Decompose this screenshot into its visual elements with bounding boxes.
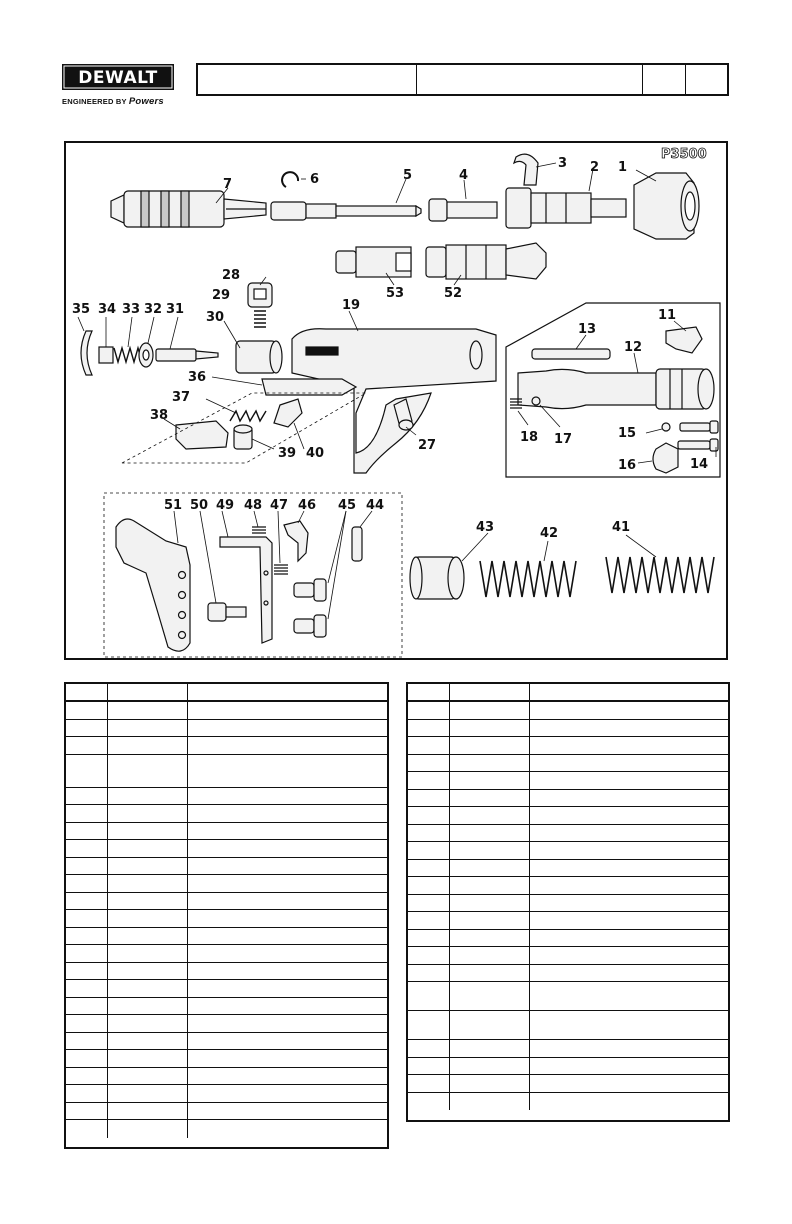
table-row — [408, 720, 728, 738]
table-row — [66, 720, 387, 738]
callout-35: 35 — [72, 302, 91, 317]
part-46 — [284, 521, 308, 561]
dewalt-logo-mark — [62, 64, 174, 90]
part-3 — [514, 154, 538, 185]
table-row — [66, 755, 387, 788]
part-15 — [662, 423, 670, 431]
table-row — [66, 928, 387, 946]
table-row — [66, 980, 387, 998]
table-row — [66, 737, 387, 755]
part-40 — [274, 399, 302, 427]
part-45 — [294, 579, 326, 637]
callout-2: 2 — [590, 160, 600, 175]
table-row — [66, 875, 387, 893]
callout-13: 13 — [578, 322, 597, 337]
table-row — [66, 788, 387, 806]
callout-11: 11 — [658, 308, 677, 323]
table-row — [408, 1040, 728, 1058]
table-row — [408, 825, 728, 843]
callout-32: 32 — [144, 302, 163, 317]
title-block — [196, 63, 729, 96]
svg-text:DEWALT: DEWALT — [78, 68, 158, 88]
part-42 — [480, 561, 576, 597]
exploded-parts-diagram — [64, 141, 728, 660]
part-28 — [248, 283, 272, 307]
table-row — [408, 982, 728, 1011]
tagline-brand: Powers — [128, 96, 164, 107]
part-7 — [111, 191, 266, 227]
callout-51: 51 — [164, 498, 183, 513]
callout-18: 18 — [520, 430, 539, 445]
part-35 — [81, 331, 92, 375]
callout-38: 38 — [150, 408, 169, 423]
title-field-3 — [643, 65, 686, 94]
table-row — [66, 1085, 387, 1103]
table-row — [66, 1103, 387, 1121]
table-header-row — [408, 684, 728, 702]
part-51 — [116, 519, 190, 651]
table-row — [408, 772, 728, 790]
parts-table-left — [64, 682, 389, 1149]
table-row — [408, 790, 728, 808]
callout-15: 15 — [618, 426, 637, 441]
table-row — [66, 702, 387, 720]
callout-43: 43 — [476, 520, 495, 535]
logo-tagline — [62, 96, 182, 107]
callout-1: 1 — [618, 160, 628, 175]
table-row — [408, 842, 728, 860]
table-row — [66, 1033, 387, 1051]
callout-48: 48 — [244, 498, 263, 513]
parts-table-right — [406, 682, 730, 1122]
table-row — [408, 895, 728, 913]
callout-33: 33 — [122, 302, 141, 317]
callout-19: 19 — [342, 298, 361, 313]
part-39 — [234, 425, 252, 449]
callout-47: 47 — [270, 498, 289, 513]
table-row — [408, 807, 728, 825]
part-32 — [139, 343, 153, 367]
title-field-4 — [686, 65, 727, 94]
table-row — [408, 877, 728, 895]
part-29 — [254, 311, 266, 327]
callout-36: 36 — [188, 370, 207, 385]
table-row — [408, 912, 728, 930]
callout-5: 5 — [403, 168, 413, 183]
table-row — [66, 1050, 387, 1068]
table-row — [408, 702, 728, 720]
callout-40: 40 — [306, 446, 325, 461]
callout-14: 14 — [690, 457, 709, 472]
part-4 — [429, 199, 497, 221]
table-row — [66, 1068, 387, 1086]
callout-50: 50 — [190, 498, 209, 513]
part-13 — [532, 349, 610, 359]
callout-29: 29 — [212, 288, 231, 303]
table-row — [408, 1011, 728, 1040]
part-47 — [274, 565, 288, 574]
callout-31: 31 — [166, 302, 185, 317]
table-row — [408, 737, 728, 755]
table-row — [66, 963, 387, 981]
model-label: P3500 — [661, 147, 707, 162]
callout-44: 44 — [366, 498, 385, 513]
part-50 — [208, 603, 246, 621]
part-53 — [336, 247, 411, 277]
callout-27: 27 — [418, 438, 437, 453]
callout-49: 49 — [216, 498, 235, 513]
table-row — [66, 823, 387, 841]
diagram-drawing — [66, 143, 728, 660]
part-5 — [271, 202, 421, 220]
part-1 — [634, 173, 699, 239]
table-row — [408, 860, 728, 878]
table-row — [408, 965, 728, 983]
table-row — [408, 930, 728, 948]
part-49 — [220, 537, 272, 643]
callout-42: 42 — [540, 526, 559, 541]
table-row — [66, 1120, 387, 1138]
callout-17: 17 — [554, 432, 573, 447]
part-2 — [506, 188, 626, 228]
table-row — [66, 805, 387, 823]
table-row — [408, 947, 728, 965]
callout-37: 37 — [172, 390, 191, 405]
part-34 — [99, 347, 113, 363]
part-43 — [410, 557, 464, 599]
part-31 — [156, 349, 218, 361]
table-row — [66, 840, 387, 858]
part-17 — [532, 397, 540, 405]
callout-52: 52 — [444, 286, 463, 301]
table-row — [66, 1015, 387, 1033]
callout-4: 4 — [459, 168, 469, 183]
callout-45: 45 — [338, 498, 357, 513]
callout-46: 46 — [298, 498, 317, 513]
table-row — [66, 998, 387, 1016]
callout-53: 53 — [386, 286, 405, 301]
callout-28: 28 — [222, 268, 241, 283]
table-header-row — [66, 684, 387, 702]
table-row — [66, 858, 387, 876]
callout-6: 6 — [310, 172, 320, 187]
callout-30: 30 — [206, 310, 225, 325]
callout-41: 41 — [612, 520, 631, 535]
callout-16: 16 — [618, 458, 637, 473]
table-row — [408, 1058, 728, 1076]
table-row — [66, 893, 387, 911]
part-48 — [252, 527, 266, 533]
callout-12: 12 — [624, 340, 643, 355]
callout-34: 34 — [98, 302, 117, 317]
table-row — [66, 945, 387, 963]
title-field-2 — [417, 65, 643, 94]
callout-3: 3 — [558, 156, 568, 171]
callout-7: 7 — [223, 177, 233, 192]
table-row — [408, 1075, 728, 1093]
part-38 — [176, 421, 228, 449]
callout-39: 39 — [278, 446, 297, 461]
table-row — [66, 910, 387, 928]
part-44 — [352, 527, 362, 561]
table-row — [408, 755, 728, 773]
part-41 — [606, 557, 714, 593]
title-field-1 — [198, 65, 417, 94]
part-30 — [236, 341, 282, 373]
tagline-prefix: ENGINEERED BY — [62, 97, 127, 106]
table-row — [408, 1093, 728, 1110]
part-12 — [518, 369, 714, 409]
part-52 — [426, 243, 546, 279]
part-6 — [282, 172, 298, 187]
